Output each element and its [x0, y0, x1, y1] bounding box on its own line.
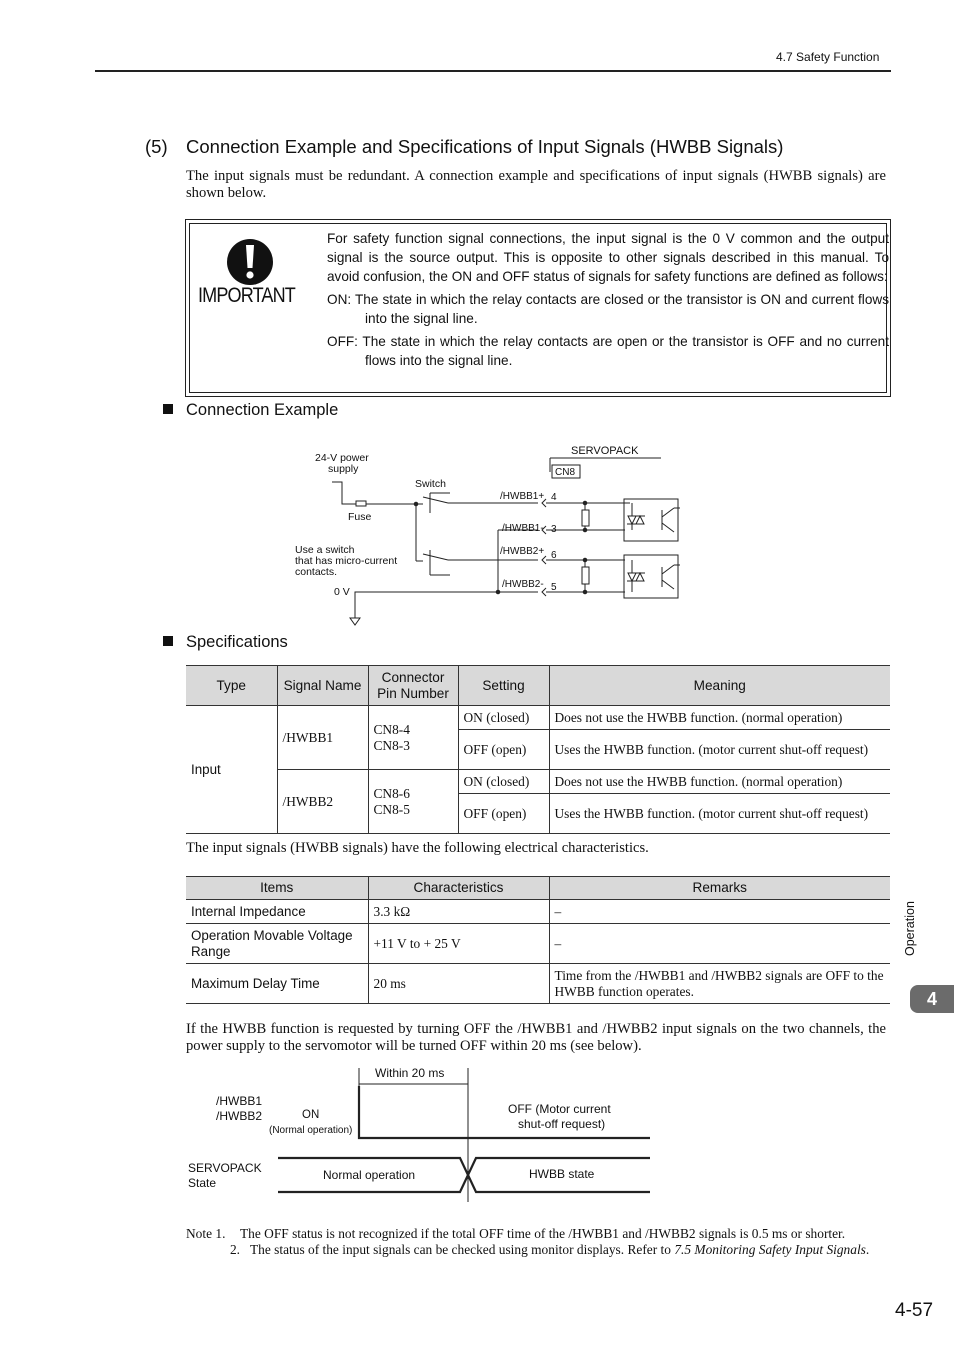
elec-header-characteristics: Characteristics	[368, 877, 549, 900]
bullet-square-icon	[163, 404, 173, 414]
spec-meaning-off: Uses the HWBB function. (motor current shut-off request)	[549, 730, 890, 770]
pin-a: CN8-4	[373, 721, 410, 737]
pin-signal-hwbb1-minus: /HWBB1-	[502, 523, 544, 534]
notes	[186, 1226, 890, 1258]
table-row	[186, 706, 890, 730]
table-row	[186, 964, 890, 1004]
section-title	[145, 136, 783, 158]
important-text: For safety function signal connections, the input signal is the 0 V common and the output signal is the source output. This is opposite to other signals described in this manual. To avoid confusion, the ON and OFF status of signals for safety functions are defined as follows:	[327, 231, 889, 284]
spec-header-signal: Signal Name	[277, 666, 368, 706]
servopack-label: SERVOPACK	[571, 445, 639, 457]
specifications-table	[186, 665, 890, 834]
state-label-2: State	[188, 1176, 217, 1190]
table-row	[186, 924, 890, 964]
note-label: Note 1.	[186, 1226, 226, 1241]
pin-signal-hwbb2-minus: /HWBB2-	[502, 579, 544, 590]
spec-meaning-off: Uses the HWBB function. (motor current shut-off request)	[549, 794, 890, 834]
switch-note-1: Use a switch	[295, 544, 355, 556]
spec-setting-on: ON (closed)	[458, 770, 549, 794]
elec-char: 3.3 kΩ	[368, 900, 549, 924]
spec-signal-hwbb1: /HWBB1	[277, 706, 368, 770]
table-row	[186, 900, 890, 924]
important-off-definition: OFF: The state in which the relay contacts are open or the transistor is OFF and no current flows into the signal line.	[327, 334, 889, 368]
spec-header-type: Type	[186, 666, 277, 706]
note-text: The OFF status is not recognized if the total OFF time of the /HWBB1 and /HWBB2 signals is 0.5 ms or shorter.	[240, 1226, 846, 1241]
spec-pins-hwbb2	[368, 770, 458, 834]
chapter-side-label: Operation	[903, 901, 917, 956]
spec-header-setting: Setting	[458, 666, 549, 706]
cn8-label: CN8	[555, 467, 576, 478]
spec-pins-hwbb1	[368, 706, 458, 770]
section-title-text: Connection Example and Specifications of Input Signals (HWBB Signals)	[186, 136, 784, 157]
zero-volt-label: 0 V	[334, 586, 350, 598]
pin-a: CN8-6	[373, 785, 410, 801]
elec-char: 20 ms	[368, 964, 549, 1004]
spec-setting-off: OFF (open)	[458, 794, 549, 834]
note-label: 2.	[229, 1242, 240, 1257]
spec-type-cell: Input	[186, 706, 277, 834]
spec-setting-on: ON (closed)	[458, 706, 549, 730]
spec-header-pin: Connector Pin Number	[368, 666, 458, 706]
header-rule	[95, 70, 891, 72]
state-label-1: SERVOPACK	[188, 1161, 262, 1175]
elec-item: Internal Impedance	[186, 900, 368, 924]
page-number: 4-57	[895, 1300, 934, 1321]
specifications-heading	[163, 633, 288, 652]
note-text	[240, 1242, 869, 1258]
elec-item: Maximum Delay Time	[186, 964, 368, 1004]
chapter-tab[interactable]: 4	[910, 985, 954, 1013]
important-label: IMPORTANT	[198, 284, 295, 307]
hwbb-state-label: HWBB state	[529, 1167, 595, 1181]
spec-header-meaning: Meaning	[549, 666, 890, 706]
elec-item: Operation Movable Voltage Range	[186, 924, 368, 964]
elec-remark: Time from the /HWBB1 and /HWBB2 signals are OFF to the HWBB function operates.	[549, 964, 890, 1004]
off-label-1: OFF (Motor current	[508, 1102, 611, 1116]
table-row	[186, 770, 890, 794]
normal-operation-label: Normal operation	[323, 1168, 416, 1182]
timing-intro: If the HWBB function is requested by turning OFF the /HWBB1 and /HWBB2 input signals on the two channels, the power supply to the servomotor will be turned OFF within 20 ms (see below).	[186, 1021, 886, 1054]
pin-number-4: 4	[551, 492, 557, 503]
connection-diagram	[280, 440, 700, 630]
signal-hwbb2-label: /HWBB2	[216, 1109, 263, 1123]
important-box	[185, 219, 891, 397]
elec-remark: –	[549, 924, 890, 964]
important-on-definition: ON: The state in which the relay contacts are closed or the transistor is ON and current flows into the signal line.	[327, 292, 889, 326]
section-number: (5)	[145, 136, 168, 157]
bullet-square-icon	[163, 636, 173, 646]
note-item	[186, 1226, 890, 1242]
pin-signal-hwbb1-plus: /HWBB1+	[500, 491, 545, 502]
specifications-heading-text: Specifications	[186, 633, 288, 651]
power-label-1: 24-V power	[315, 452, 369, 464]
spec-setting-off: OFF (open)	[458, 730, 549, 770]
elec-remark: –	[549, 900, 890, 924]
elec-char: +11 V to + 25 V	[368, 924, 549, 964]
pin-number-5: 5	[551, 582, 557, 593]
connection-example-heading	[163, 401, 338, 420]
intro-paragraph: The input signals must be redundant. A connection example and specifications of input signals (HWBB signals) are shown below.	[186, 168, 886, 201]
switch-note-3: contacts.	[295, 566, 338, 578]
note-item	[186, 1242, 890, 1258]
elec-header-items: Items	[186, 877, 368, 900]
fuse-label: Fuse	[348, 511, 372, 523]
on-label: ON	[302, 1109, 320, 1121]
power-label-2: supply	[328, 463, 359, 475]
timing-diagram	[180, 1062, 660, 1207]
off-label-2: shut-off request)	[518, 1117, 606, 1131]
electrical-intro: The input signals (HWBB signals) have the following electrical characteristics.	[186, 840, 649, 856]
note-reference-link[interactable]: 7.5 Monitoring Safety Input Signals	[674, 1242, 866, 1257]
on-sub-label: (Normal operation)	[269, 1125, 353, 1136]
pin-number-6: 6	[551, 550, 557, 561]
spec-signal-hwbb2: /HWBB2	[277, 770, 368, 834]
pin-signal-hwbb2-plus: /HWBB2+	[500, 546, 545, 557]
note-text-main: The status of the input signals can be checked using monitor displays. Refer to	[250, 1242, 671, 1257]
electrical-table	[186, 876, 890, 1004]
pin-b: CN8-3	[373, 737, 410, 753]
spec-meaning-on: Does not use the HWBB function. (normal operation)	[549, 706, 890, 730]
spec-meaning-on: Does not use the HWBB function. (normal operation)	[549, 770, 890, 794]
within-label: Within 20 ms	[375, 1066, 445, 1080]
note-text-end: .	[865, 1242, 870, 1257]
pin-number-3: 3	[551, 524, 557, 535]
switch-label: Switch	[415, 478, 446, 490]
connection-example-heading-text: Connection Example	[186, 401, 339, 419]
section-reference: 4.7 Safety Function	[776, 50, 880, 64]
signal-hwbb1-label: /HWBB1	[216, 1094, 263, 1108]
elec-header-remarks: Remarks	[549, 877, 890, 900]
switch-note-2: that has micro-current	[295, 555, 398, 567]
pin-b: CN8-5	[373, 801, 410, 817]
